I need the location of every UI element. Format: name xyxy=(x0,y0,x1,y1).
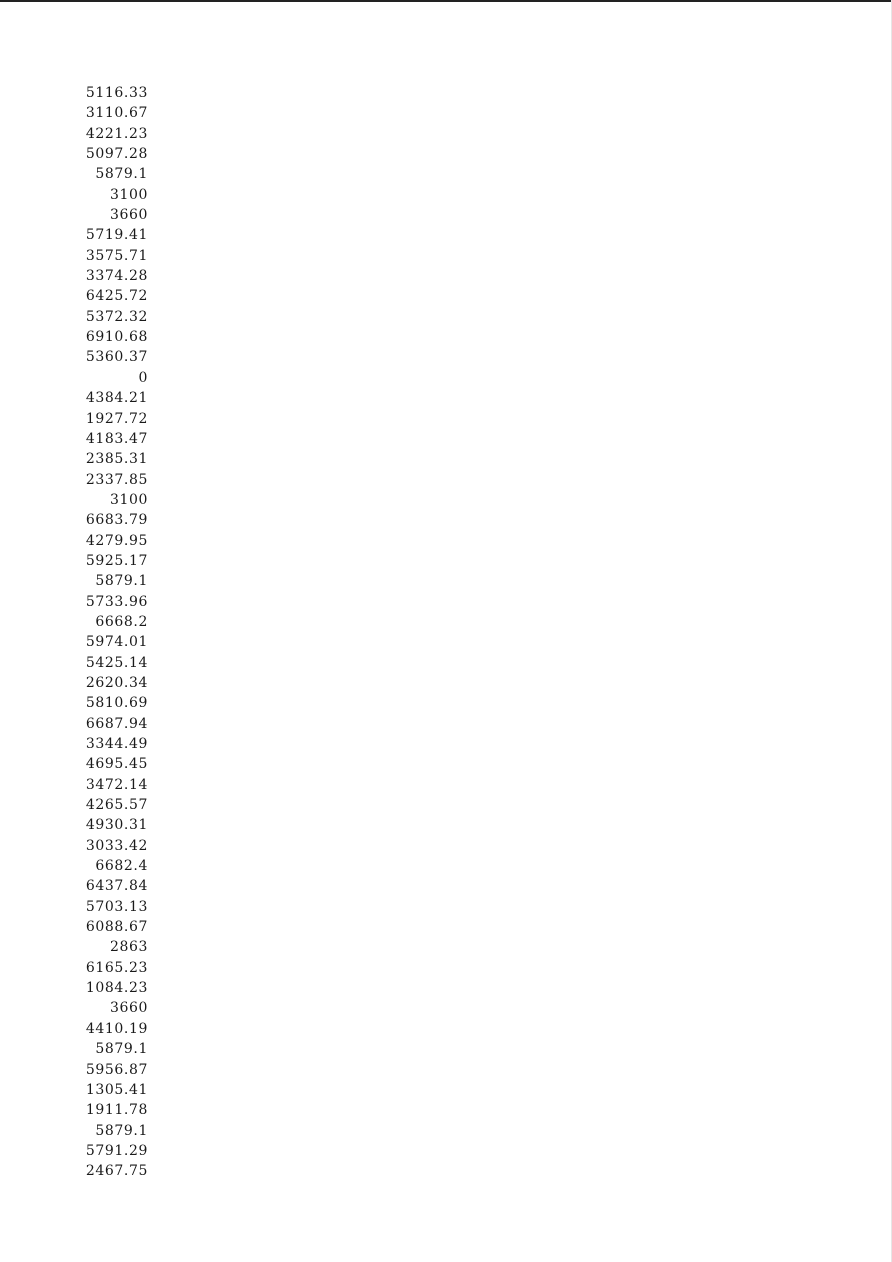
value-cell: 5925.17 xyxy=(85,552,148,569)
value-cell: 5360.37 xyxy=(85,349,148,366)
value-cell: 3575.71 xyxy=(85,247,148,264)
value-cell: 3472.14 xyxy=(85,776,148,793)
value-cell: 4695.45 xyxy=(85,756,148,773)
value-cell: 1911.78 xyxy=(85,1102,148,1119)
value-cell: 0 xyxy=(138,369,148,386)
value-cell: 5116.33 xyxy=(85,85,148,101)
value-cell: 6088.67 xyxy=(85,919,148,936)
value-cell: 3344.49 xyxy=(85,736,148,752)
value-cell: 2337.85 xyxy=(85,471,148,488)
value-cell: 4930.31 xyxy=(85,817,148,834)
value-cell: 4384.21 xyxy=(85,390,148,407)
value-cell: 2620.34 xyxy=(85,674,148,691)
value-cell: 5879.1 xyxy=(95,1041,148,1058)
value-cell: 2385.31 xyxy=(85,451,148,468)
value-cell: 6683.79 xyxy=(85,512,148,529)
value-cell: 3100 xyxy=(109,491,148,508)
value-cell: 1927.72 xyxy=(85,410,148,427)
page-top-border xyxy=(0,0,892,2)
value-cell: 6682.4 xyxy=(95,858,148,875)
value-cell: 3033.42 xyxy=(85,837,148,854)
value-cell: 5956.87 xyxy=(85,1061,148,1078)
value-cell: 3660 xyxy=(109,207,148,224)
value-cell: 6165.23 xyxy=(85,959,148,976)
value-column xyxy=(60,83,148,1182)
value-cell: 1084.23 xyxy=(85,980,148,997)
value-cell: 5974.01 xyxy=(85,634,148,651)
value-cell: 5425.14 xyxy=(85,654,148,671)
value-cell: 5733.96 xyxy=(85,593,148,610)
value-cell: 5791.29 xyxy=(85,1142,148,1159)
value-cell: 3100 xyxy=(109,186,148,203)
value-cell: 5879.1 xyxy=(95,573,148,590)
value-cell: 2467.75 xyxy=(85,1163,148,1180)
value-cell: 5879.1 xyxy=(95,1122,148,1139)
value-cell: 5879.1 xyxy=(95,166,148,183)
value-cell: 6437.84 xyxy=(85,878,148,895)
value-cell: 4183.47 xyxy=(85,430,148,447)
value-cell: 5372.32 xyxy=(85,308,148,325)
value-cell: 5703.13 xyxy=(85,898,148,915)
value-cell: 4279.95 xyxy=(85,532,148,549)
value-cell: 6425.72 xyxy=(85,288,148,305)
value-cell: 6910.68 xyxy=(85,329,148,346)
value-cell: 5810.69 xyxy=(85,695,148,712)
value-cell: 3374.28 xyxy=(85,268,148,285)
value-cell: 3660 xyxy=(109,1000,148,1017)
value-cell: 5719.41 xyxy=(85,227,148,244)
value-cell: 4221.23 xyxy=(85,125,148,142)
value-cell: 6687.94 xyxy=(85,715,148,732)
value-cell: 5097.28 xyxy=(85,146,148,163)
value-cell: 2863 xyxy=(109,939,148,956)
value-cell: 6668.2 xyxy=(95,613,148,630)
value-cell: 4265.57 xyxy=(85,797,148,814)
value-cell: 1305.41 xyxy=(85,1081,148,1098)
value-cell: 3110.67 xyxy=(85,105,148,122)
value-cell: 4410.19 xyxy=(85,1020,148,1037)
